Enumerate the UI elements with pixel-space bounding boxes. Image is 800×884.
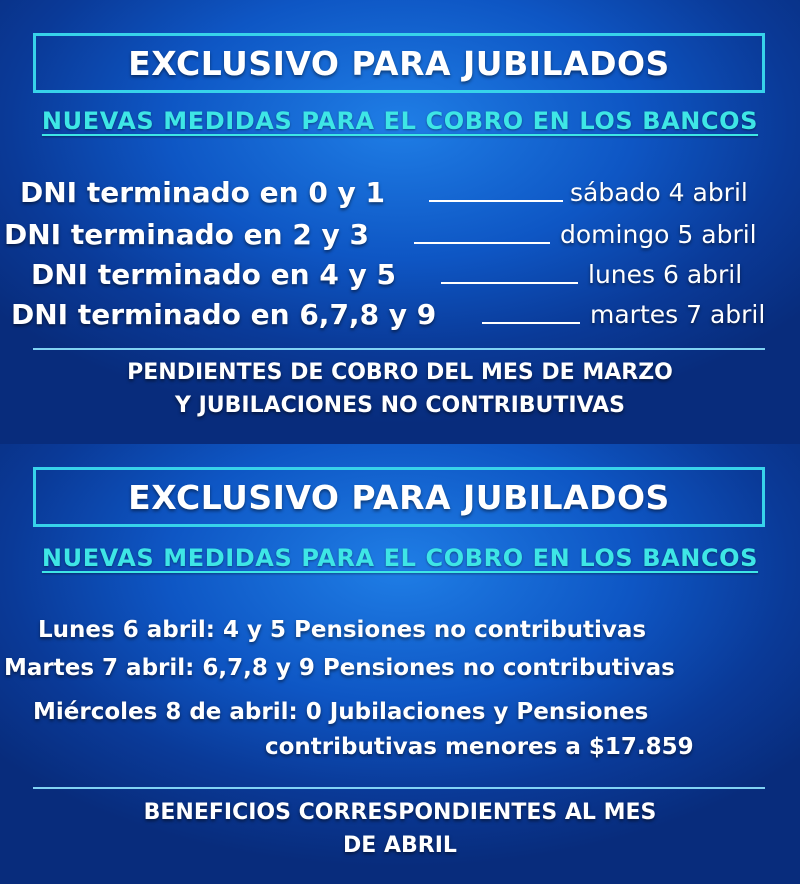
panel-title: EXCLUSIVO PARA JUBILADOS (128, 477, 670, 517)
dni-range: DNI terminado en 6,7,8 y 9 (11, 298, 437, 331)
dni-range: DNI terminado en 4 y 5 (31, 258, 397, 291)
schedule-row (0, 218, 800, 254)
payment-day: domingo 5 abril (560, 220, 757, 249)
leader-line (482, 322, 580, 324)
schedule-row (0, 298, 800, 334)
leader-line (429, 200, 563, 202)
note-line: DE ABRIL (343, 833, 457, 858)
leader-line (441, 282, 578, 284)
panel-subtitle: NUEVAS MEDIDAS PARA EL COBRO EN LOS BANCOS (41, 107, 759, 135)
payment-line: Lunes 6 abril: 4 y 5 Pensiones no contributivas (38, 617, 647, 643)
note-line: Y JUBILACIONES NO CONTRIBUTIVAS (174, 393, 625, 418)
panel-subtitle: NUEVAS MEDIDAS PARA EL COBRO EN LOS BANCOS (41, 544, 759, 572)
panel-title: EXCLUSIVO PARA JUBILADOS (128, 43, 670, 83)
note-line: BENEFICIOS CORRESPONDIENTES AL MES (143, 800, 657, 825)
note-line: PENDIENTES DE COBRO DEL MES DE MARZO (127, 360, 673, 385)
dni-range: DNI terminado en 2 y 3 (4, 218, 370, 251)
panel-title-box (33, 467, 765, 527)
leader-line (414, 242, 550, 244)
dni-range: DNI terminado en 0 y 1 (20, 176, 386, 209)
payment-line: Miércoles 8 de abril: 0 Jubilaciones y Pensiones (33, 699, 649, 725)
payment-line: Martes 7 abril: 6,7,8 y 9 Pensiones no contributivas (4, 655, 675, 681)
section-divider (33, 348, 765, 350)
bottom-panel (0, 444, 800, 884)
panel-note (0, 796, 800, 862)
payment-day: martes 7 abril (590, 300, 766, 329)
payment-day: lunes 6 abril (588, 260, 743, 289)
schedule-row (0, 258, 800, 294)
payment-line: contributivas menores a $17.859 (265, 734, 694, 760)
section-divider (33, 787, 765, 789)
panel-note (0, 356, 800, 422)
schedule-row (0, 176, 800, 212)
panel-title-box (33, 33, 765, 93)
payment-day: sábado 4 abril (570, 178, 748, 207)
